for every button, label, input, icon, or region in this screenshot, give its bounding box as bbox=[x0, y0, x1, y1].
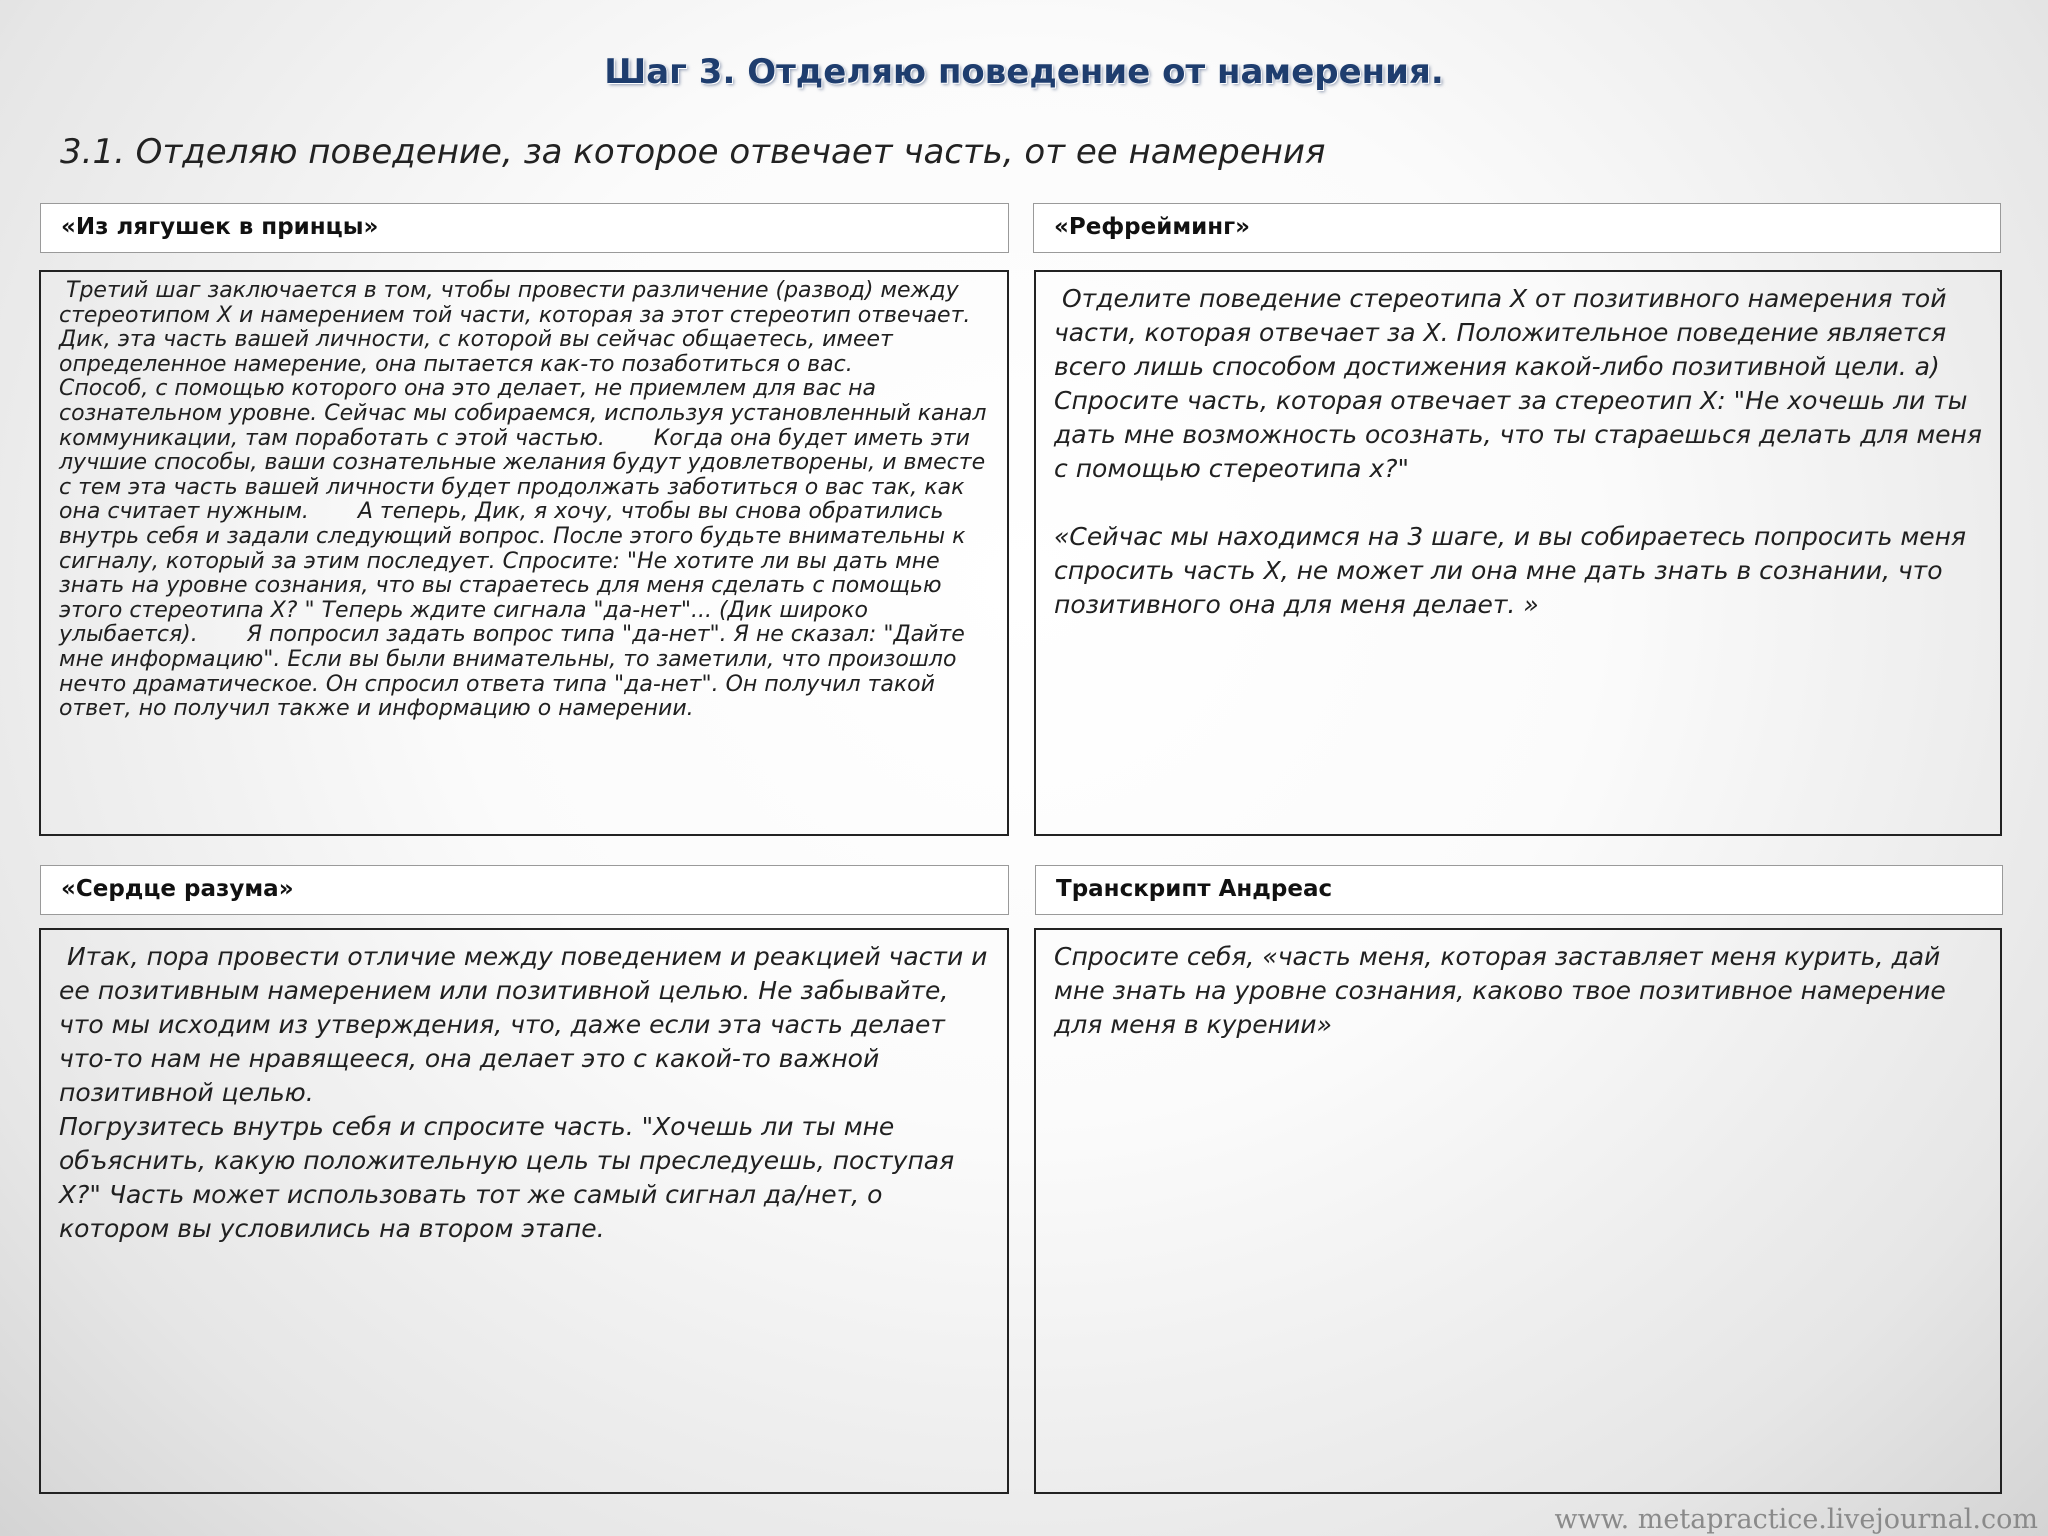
panel-header-frogs: «Из лягушек в принцы» bbox=[40, 203, 1009, 253]
panel-text-heart: Итак, пора провести отличие между поведением и реакцией части и ее позитивным намерением или позитивной целью. Не забывайте, что мы исходим из утверждения, что, даже если эта часть делает что-то нам не нравящееся, она делает это с какой-то важной позитивной целью. Погрузитесь внутрь себя и спросите часть. "Хочешь ли ты мне объяснить, какую положительную цель ты преследуешь, поступая Х?" Часть может использовать тот же самый сигнал да/нет, о котором вы условились на втором этапе. bbox=[59, 942, 988, 1243]
footer-url: www. metapractice.livejournal.com bbox=[1554, 1504, 2038, 1535]
panel-body-heart bbox=[39, 928, 1009, 1494]
panel-text-frogs: Третий шаг заключается в том, чтобы провести различение (развод) между стереотипом X и намерением той части, которая за этот стереотип отвечает. Дик, эта часть вашей личности, с которой вы сейчас общаетесь, имеет определенное намерение, она пытается как-то позаботиться о вас. Способ, с помощью которого она это делает, не приемлем для вас на сознательном уровне. Сейчас мы собираемся, используя установленный канал коммуникации, там поработать с этой частью. Когда она будет иметь эти лучшие способы, ваши сознательные желания будут удовлетворены, и вместе с тем эта часть вашей личности будет продолжать заботиться о вас так, как она считает нужным. А теперь, Дик, я хочу, чтобы вы снова обратились внутрь себя и задали следующий вопрос. После этого будьте внимательны к сигналу, который за этим последует. Спросите: "Не хотите ли вы дать мне знать на уровне сознания, что вы стараетесь для меня сделать с помощью этого стереотипа X? " Теперь ждите сигнала "да-нет"... (Дик широко улыбается). Я попросил задать вопрос типа "да-нет". Я не сказал: "Дайте мне информацию". Если вы были внимательны, то заметили, что произошло нечто драматическое. Он спросил ответа типа "да-нет". Он получил такой ответ, но получил также и информацию о намерении. bbox=[59, 278, 994, 722]
panel-text-reframing-1: Отделите поведение стереотипа X от позитивного намерения той части, которая отвечает за X. Положительное поведение является всего лишь способом достижения какой-либо позитивной цели. а) Спросите часть, которая отвечает за стереотип X: "Не хочешь ли ты дать мне возможность осознать, что ты стараешься делать для меня с помощью стереотипа х?" bbox=[1054, 284, 1990, 483]
panel-text-andreas: Спросите себя, «часть меня, которая заставляет меня курить, дай мне знать на уровне сознания, каково твое позитивное намерение для меня в курении» bbox=[1054, 942, 1954, 1039]
paragraph-gap bbox=[1054, 486, 1982, 520]
panel-header-heart: «Сердце разума» bbox=[40, 865, 1009, 915]
panel-body-frogs bbox=[39, 270, 1009, 836]
slide-subtitle: 3.1. Отделяю поведение, за которое отвечает часть, от ее намерения bbox=[60, 132, 1326, 172]
panel-header-reframing: «Рефрейминг» bbox=[1033, 203, 2001, 253]
panel-body-reframing bbox=[1034, 270, 2002, 836]
panel-header-andreas: Транскрипт Андреас bbox=[1035, 865, 2003, 915]
slide-title: Шаг 3. Отделяю поведение от намерения. bbox=[604, 52, 1444, 92]
panel-body-andreas bbox=[1034, 928, 2002, 1494]
panel-text-reframing-2: «Сейчас мы находимся на 3 шаге, и вы собираетесь попросить меня спросить часть Х, не может ли она мне дать знать в сознании, что позитивного она для меня делает. » bbox=[1054, 522, 1975, 619]
